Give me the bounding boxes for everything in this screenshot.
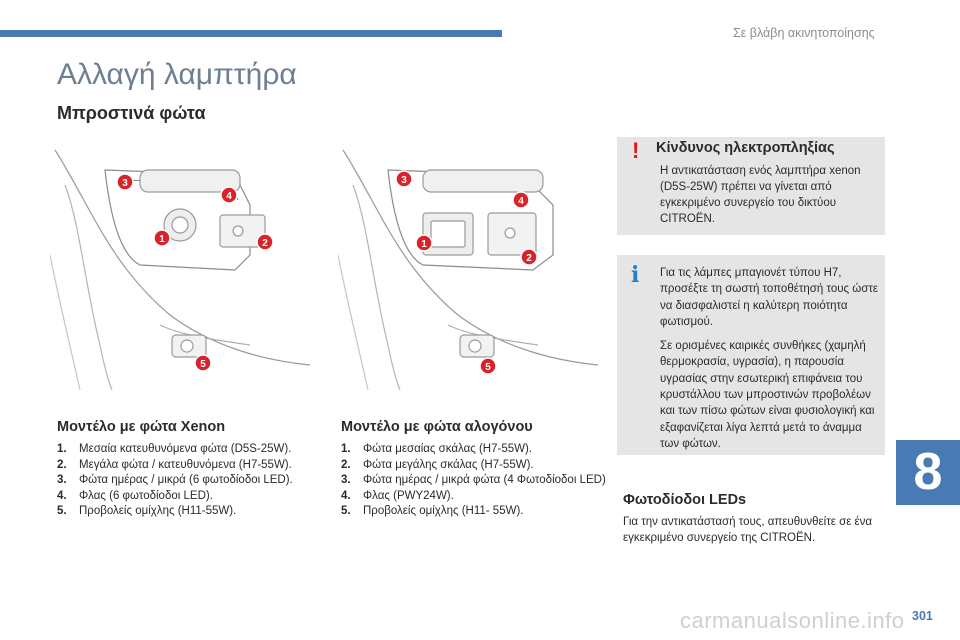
halogen-section-title: Μοντέλο με φώτα αλογόνου (341, 419, 533, 435)
callout-3: 3 (122, 178, 128, 189)
halogen-headlight-illustration (338, 145, 603, 390)
info-paragraph-1: Για τις λάμπες μπαγιονέτ τύπου H7, προσέξτε τη σωστή τοποθέτησή τους ώστε να διασφαλιστεί η καλύτερη ποιότητα φωτισμού. (660, 267, 879, 328)
page-title: Αλλαγή λαμπτήρα (57, 58, 297, 91)
list-item: 1. Φώτα μεσαίας σκάλας (H7-55W). (341, 443, 533, 455)
callout-1: 1 (159, 234, 165, 245)
list-item: 4. Φλας (PWY24W). (341, 489, 454, 502)
warning-title: Κίνδυνος ηλεκτροπληξίας (656, 140, 835, 156)
page-number: 301 (912, 609, 933, 623)
halogen-bulb-list (341, 442, 606, 520)
callout-5: 5 (200, 359, 206, 370)
info-text (660, 265, 880, 460)
list-item: 2. Φώτα μεγάλης σκάλας (H7-55W). (341, 458, 534, 471)
callout-1: 1 (421, 239, 427, 250)
list-item: 2. Μεγάλα φώτα / κατευθυνόμενα (H7-55W). (57, 458, 292, 471)
xenon-headlight-drawing (50, 145, 315, 390)
leds-section-title: Φωτοδίοδοι LEDs (623, 492, 747, 508)
watermark: carmanualsonline.info (680, 608, 905, 633)
page-subtitle: Μπροστινά φώτα (57, 103, 206, 123)
callout-5: 5 (485, 362, 491, 373)
list-item: 3. Φώτα ημέρας / μικρά (6 φωτοδίοδοι LED). (57, 474, 293, 487)
header-accent-bar (0, 30, 502, 37)
list-item: 3. Φώτα ημέρας / μικρά φώτα (4 Φωτοδίοδοι LED) (341, 474, 606, 487)
callout-2: 2 (526, 253, 532, 264)
callout-4: 4 (518, 196, 524, 207)
list-item: 1. Μεσαία κατευθυνόμενα φώτα (D5S-25W). (57, 443, 292, 455)
info-paragraph-2: Σε ορισμένες καιρικές συνθήκες (χαμηλή θερμοκρασία, υγρασία), η παρουσία υγρασίας στην εσωτερική επιφάνεια του κρυστάλλου των μπροστινών προβολέων και των πίσω φώτων είναι φυσιολογική και εξαφανίζεται λίγα λεπτά μετά το άναμμα των φώτων. (660, 340, 875, 450)
callout-3: 3 (401, 175, 407, 186)
xenon-section-title: Μοντέλο με φώτα Xenon (57, 419, 226, 435)
warning-exclamation-icon: ! (632, 138, 640, 163)
halogen-headlight-drawing (338, 145, 603, 390)
xenon-headlight-illustration (50, 145, 315, 390)
xenon-bulb-list (57, 442, 325, 520)
callout-2: 2 (262, 238, 268, 249)
section-label: Σε βλάβη ακινητοποίησης (733, 26, 875, 40)
list-item: 5. Προβολείς ομίχλης (H11- 55W). (341, 505, 524, 518)
chapter-tab: 8 (896, 440, 960, 505)
list-item: 5. Προβολείς ομίχλης (H11-55W). (57, 505, 237, 518)
list-item: 4. Φλας (6 φωτοδίοδοι LED). (57, 489, 213, 502)
info-icon: i (631, 262, 640, 288)
leds-text: Για την αντικατάστασή τους, απευθυνθείτε σε ένα εγκεκριμένο συνεργείο της CITROËN. (623, 516, 873, 544)
warning-text: Η αντικατάσταση ενός λαμπτήρα xenon (D5S-25W) πρέπει να γίνεται από εγκεκριμένο συνεργείο του δικτύου CITROËN. (660, 165, 861, 225)
callout-4: 4 (226, 191, 232, 202)
